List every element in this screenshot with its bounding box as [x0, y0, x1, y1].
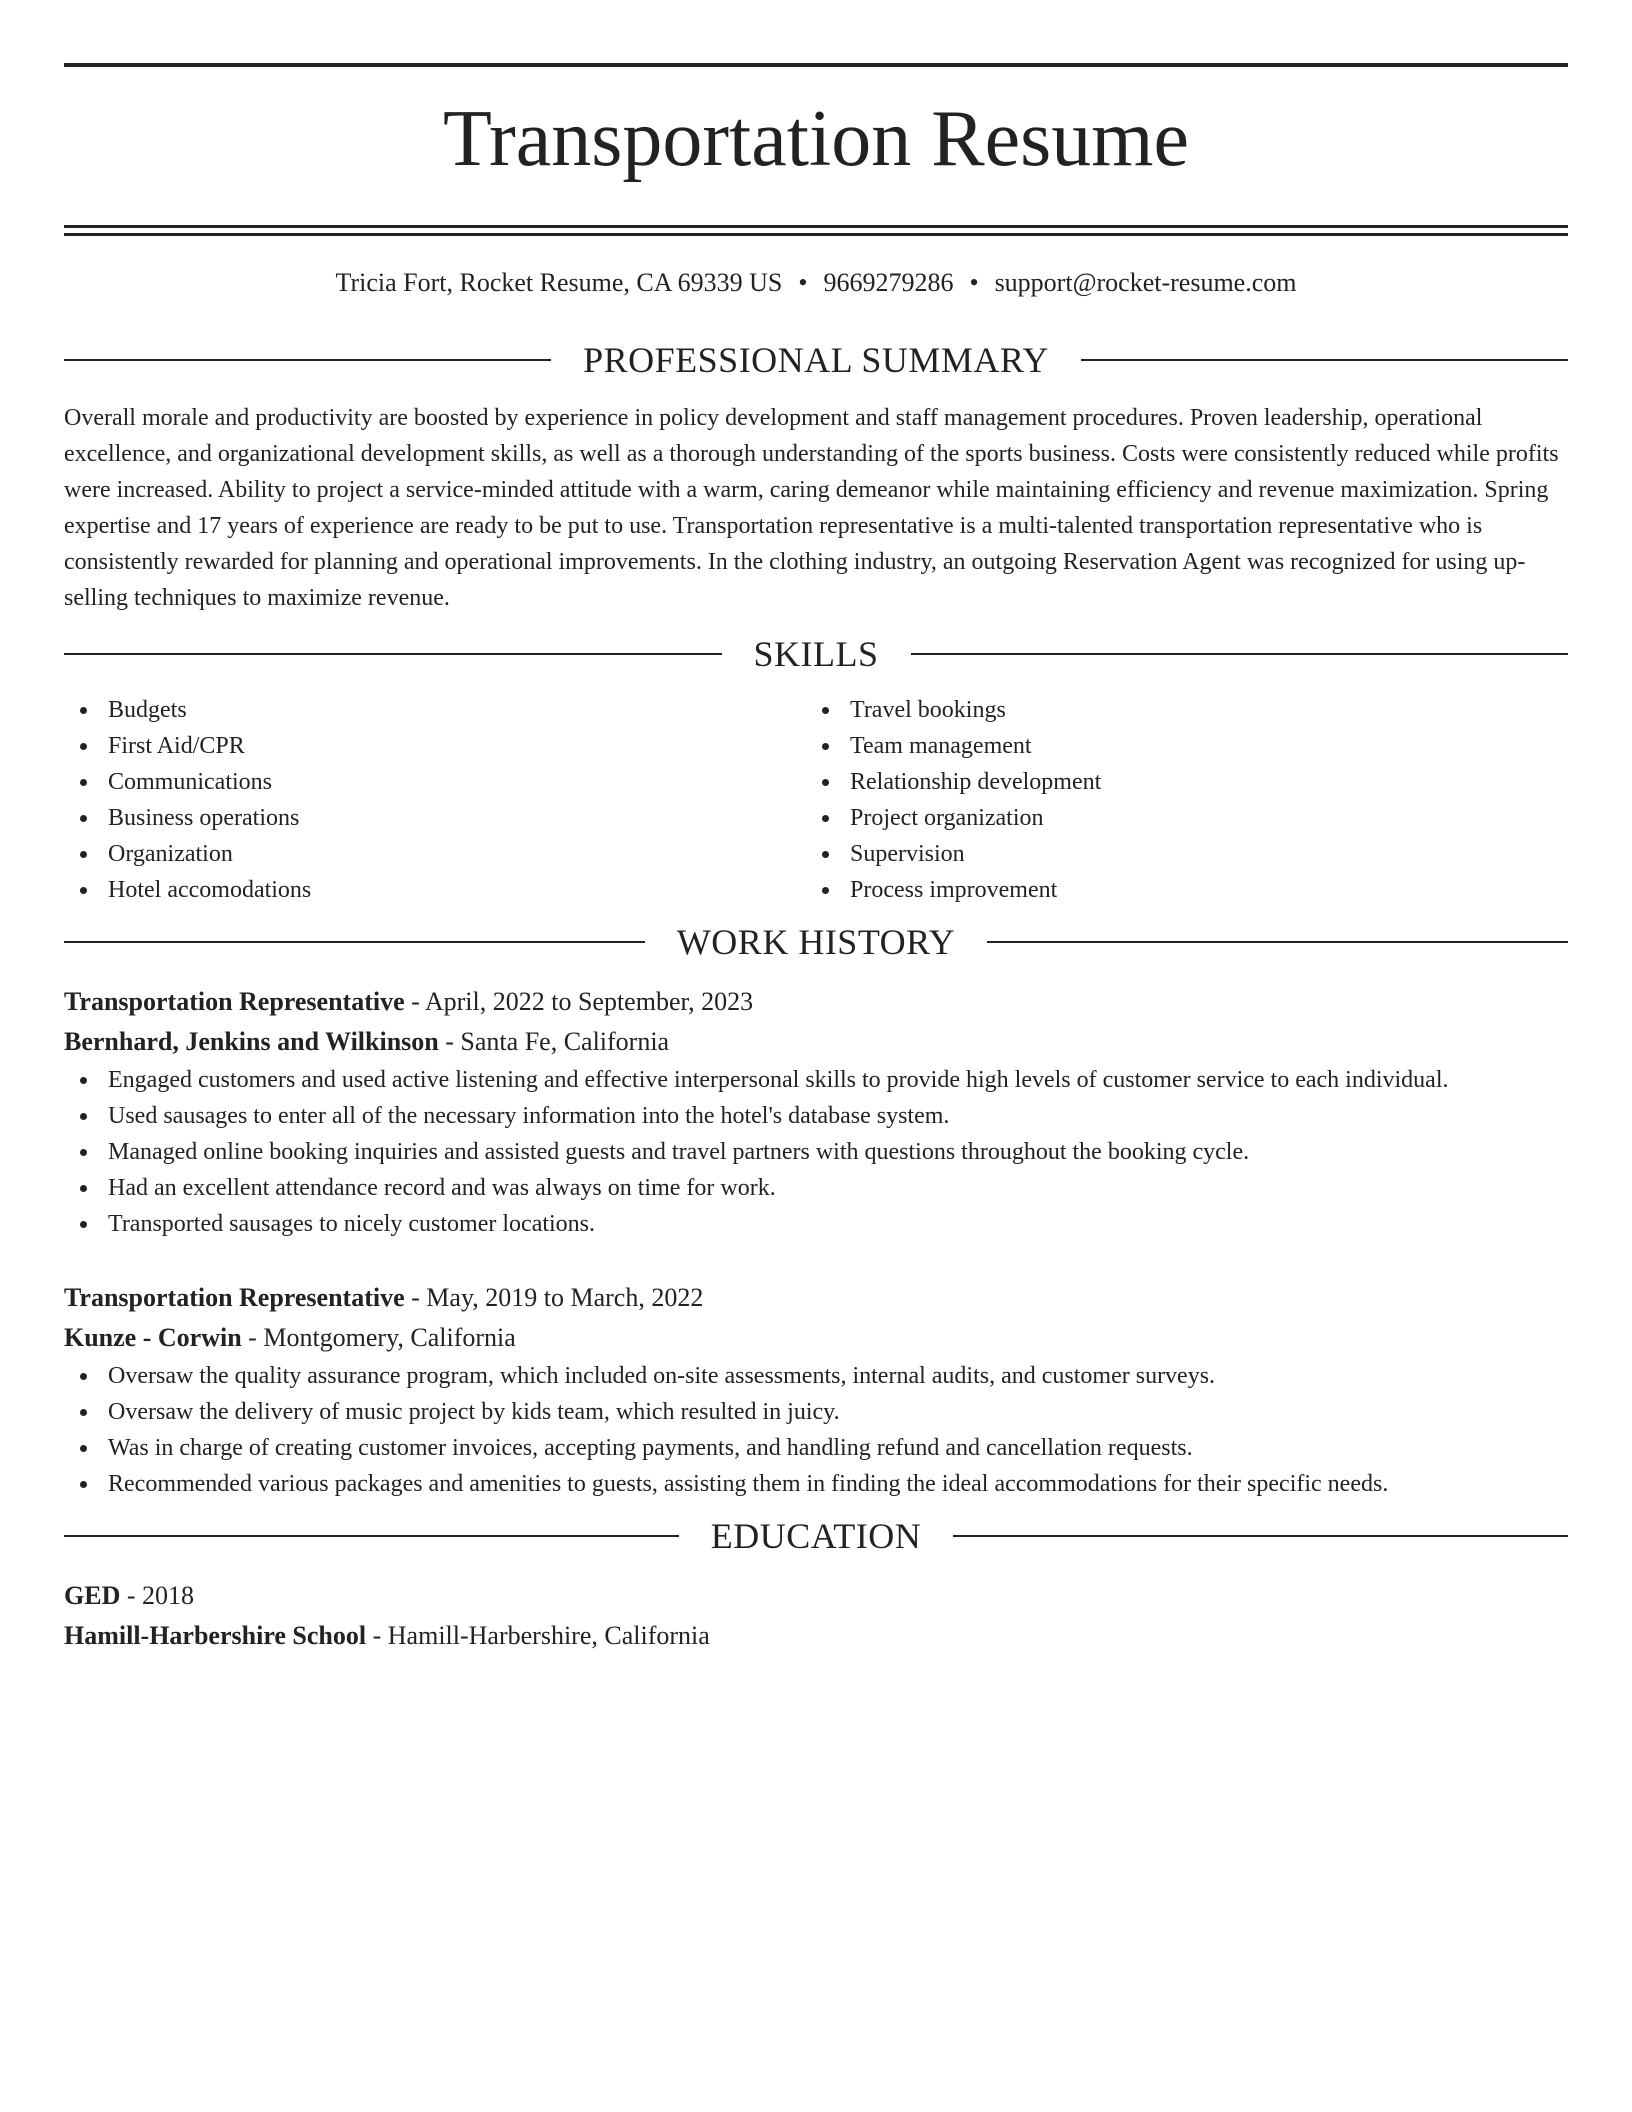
heading-rule-left: [64, 941, 645, 943]
skills-heading-label: SKILLS: [753, 634, 879, 674]
job-title-line: [64, 982, 1568, 1022]
skills-list-right: [806, 692, 1548, 908]
heading-rule-right: [953, 1535, 1568, 1537]
job-duty: Oversaw the delivery of music project by kids team, which resulted in juicy.: [64, 1394, 1568, 1430]
job-location: - Montgomery, California: [241, 1323, 516, 1352]
job-company: Kunze - Corwin: [64, 1323, 242, 1352]
skill-item: First Aid/CPR: [64, 728, 806, 764]
job-company-line: [64, 1318, 1568, 1358]
skill-item: Team management: [806, 728, 1548, 764]
job-title: Transportation Representative: [64, 1283, 405, 1312]
job-title-line: [64, 1278, 1568, 1318]
job-duty: Recommended various packages and amenities to guests, assisting them in finding the ideal accommodations for their specific needs.: [64, 1466, 1568, 1502]
job-duty: Managed online booking inquiries and assisted guests and travel partners with questions throughout the booking cycle.: [64, 1134, 1568, 1170]
heading-rule-left: [64, 653, 722, 655]
skill-item: Communications: [64, 764, 806, 800]
skill-item: Supervision: [806, 836, 1548, 872]
education-degree: GED: [64, 1581, 121, 1610]
skill-item: Project organization: [806, 800, 1548, 836]
education-heading-label: EDUCATION: [710, 1516, 922, 1556]
contact-address: Tricia Fort, Rocket Resume, CA 69339 US: [335, 268, 783, 297]
heading-rule-left: [64, 1535, 679, 1537]
skill-item: Travel bookings: [806, 692, 1548, 728]
job-location: - Santa Fe, California: [438, 1027, 670, 1056]
skill-item: Organization: [64, 836, 806, 872]
job-title: Transportation Representative: [64, 987, 405, 1016]
summary-heading-label: PROFESSIONAL SUMMARY: [583, 340, 1049, 380]
skill-item: Relationship development: [806, 764, 1548, 800]
job-entry: [64, 982, 1568, 1242]
resume-title: Transportation Resume: [443, 95, 1189, 183]
summary-text: Overall morale and productivity are boosted by experience in policy development and staff management procedures. Proven leadership, operational excellence, and organizational development skills, as well as a thorough understanding of the sports business. Costs were consistently reduced while profits were increased. Ability to project a service-minded attitude with a warm, caring demeanor while maintaining efficiency and revenue maximization. Spring expertise and 17 years of experience are ready to be put to use. Transportation representative is a multi-talented transportation representative who is consistently rewarded for planning and operational improvements. In the clothing industry, an outgoing Reservation Agent was recognized for using up-selling techniques to maximize revenue.: [64, 405, 1559, 611]
job-duty: Engaged customers and used active listening and effective interpersonal skills to provide high levels of customer service to each individual.: [64, 1062, 1568, 1098]
work-heading-label: WORK HISTORY: [676, 922, 956, 962]
contact-line: [64, 266, 1568, 300]
skill-item: Process improvement: [806, 872, 1548, 908]
skill-item: Budgets: [64, 692, 806, 728]
skills-list-left: [64, 692, 806, 908]
contact-separator: •: [798, 268, 808, 297]
heading-rule-right: [1081, 359, 1568, 361]
job-duties-list: [64, 1358, 1568, 1502]
job-duties-list: [64, 1062, 1568, 1242]
summary-section-heading: [64, 340, 1568, 380]
education-degree-line: [64, 1576, 1568, 1616]
education-section-heading: [64, 1516, 1568, 1556]
job-company: Bernhard, Jenkins and Wilkinson: [64, 1027, 439, 1056]
skill-item: Hotel accomodations: [64, 872, 806, 908]
education-school: Hamill-Harbershire School: [64, 1621, 367, 1650]
resume-page: [64, 0, 1568, 1656]
heading-rule-left: [64, 359, 551, 361]
job-duty: Was in charge of creating customer invoices, accepting payments, and handling refund and cancellation requests.: [64, 1430, 1568, 1466]
education-year: - 2018: [120, 1581, 195, 1610]
contact-separator: •: [969, 268, 979, 297]
job-duty: Had an excellent attendance record and was always on time for work.: [64, 1170, 1568, 1206]
skills-grid: [64, 692, 1568, 908]
skill-item: Business operations: [64, 800, 806, 836]
job-duty: Transported sausages to nicely customer locations.: [64, 1206, 1568, 1242]
skills-section-heading: [64, 634, 1568, 674]
education-location: - Hamill-Harbershire, California: [366, 1621, 710, 1650]
job-dates: - May, 2019 to March, 2022: [404, 1283, 704, 1312]
work-section-heading: [64, 922, 1568, 962]
job-duty: Used sausages to enter all of the necessary information into the hotel's database system.: [64, 1098, 1568, 1134]
job-duty: Oversaw the quality assurance program, which included on-site assessments, internal audits, and customer surveys.: [64, 1358, 1568, 1394]
heading-rule-right: [911, 653, 1569, 655]
job-entry: [64, 1278, 1568, 1502]
heading-rule-right: [987, 941, 1568, 943]
job-company-line: [64, 1022, 1568, 1062]
job-dates: - April, 2022 to September, 2023: [404, 987, 754, 1016]
contact-email: support@rocket-resume.com: [994, 268, 1297, 297]
header-double-rule: [64, 225, 1568, 236]
contact-phone: 9669279286: [823, 268, 954, 297]
education-entry: [64, 1576, 1568, 1656]
education-school-line: [64, 1616, 1568, 1656]
